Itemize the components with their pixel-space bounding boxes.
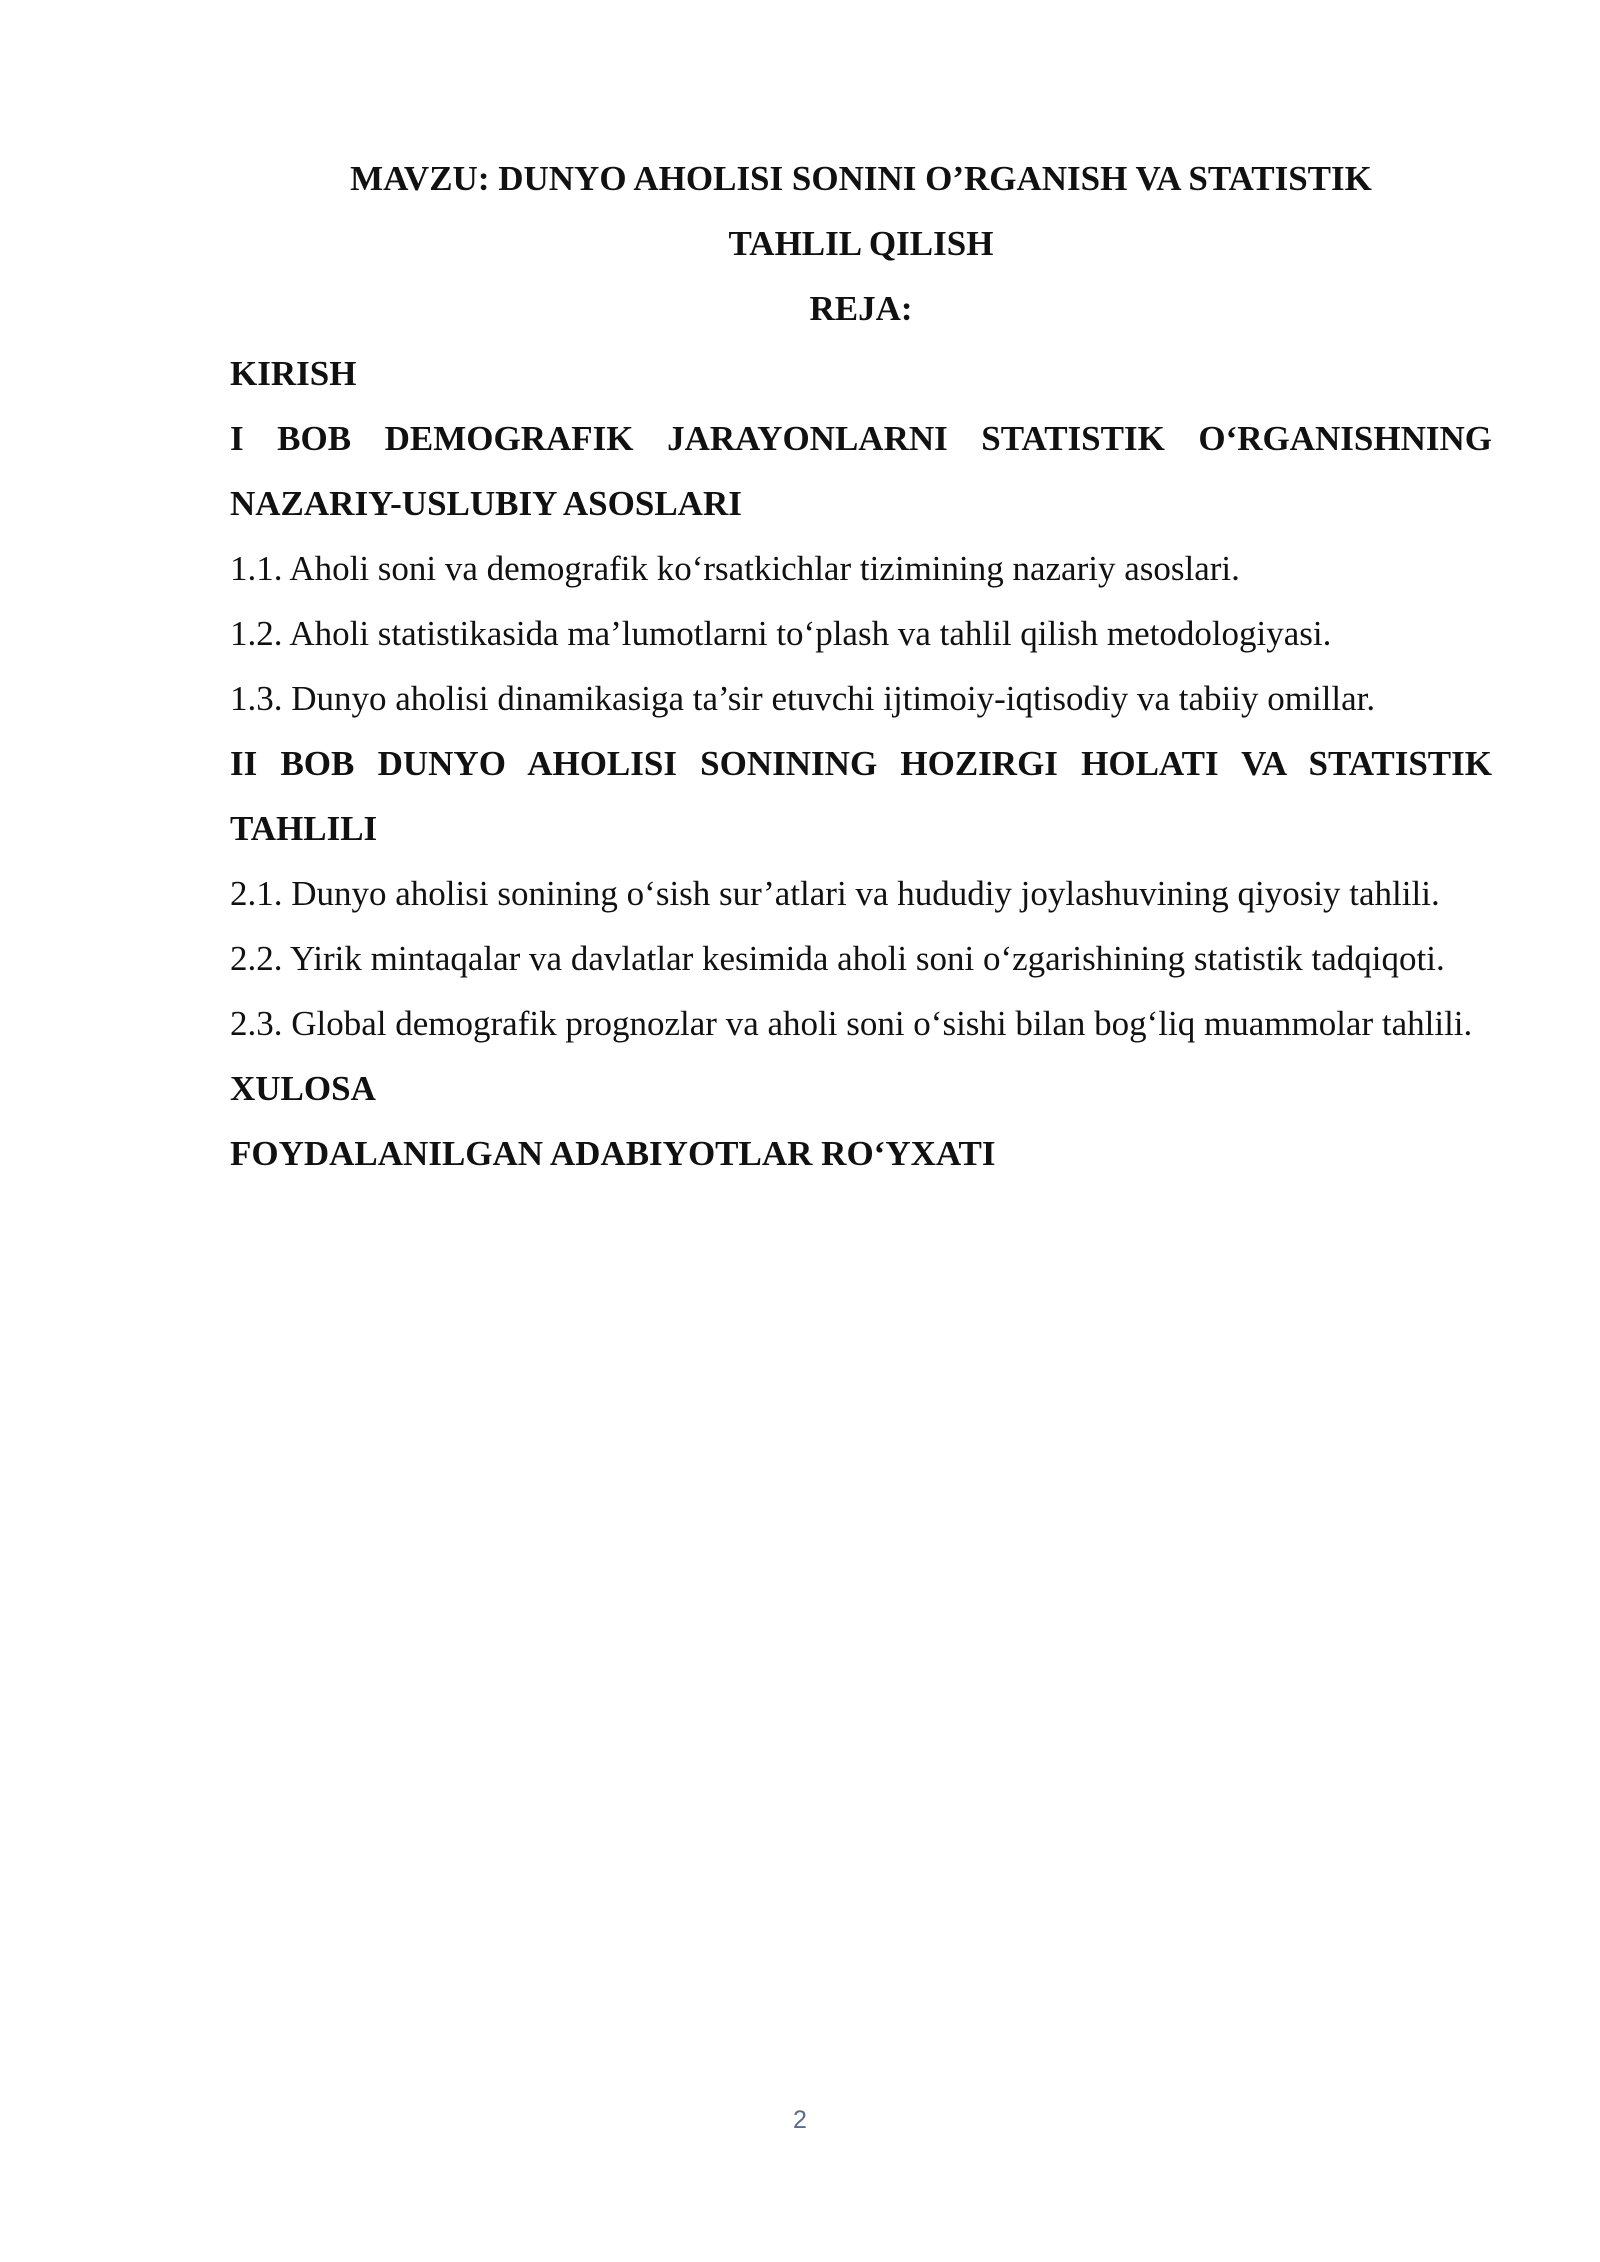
document-title-line-1: MAVZU: DUNYO AHOLISI SONINI O’RGANISH VA STATISTIK — [350, 159, 1372, 198]
toc-entry-section-2-2: 2.2. Yirik mintaqalar va davlatlar kesimida aholi soni o‘zgarishining statistik tadqiqoti. — [230, 939, 1445, 978]
toc-entry-section-2-1: 2.1. Dunyo aholisi sonining o‘sish sur’atlari va hududiy joylashuvining qiyosiy tahlili. — [230, 874, 1440, 913]
toc-entry-conclusion: XULOSA — [230, 1069, 376, 1108]
table-of-contents — [230, 341, 1492, 1186]
page-number: 2 — [793, 2106, 807, 2134]
toc-entry-introduction: KIRISH — [230, 354, 357, 393]
toc-entry-references: FOYDALANILGAN ADABIYOTLAR RO‘YXATI — [230, 1134, 996, 1173]
toc-entry-section-1-1: 1.1. Aholi soni va demografik ko‘rsatkichlar tizimining nazariy asoslari. — [230, 549, 1240, 588]
toc-entry-chapter-2: II BOB DUNYO AHOLISI SONINING HOZIRGI HOLATI VA STATISTIK TAHLILI — [230, 744, 1492, 848]
document-page — [230, 146, 1492, 1186]
toc-entry-section-1-3: 1.3. Dunyo aholisi dinamikasiga ta’sir etuvchi ijtimoiy-iqtisodiy va tabiiy omillar. — [230, 679, 1376, 718]
toc-entry-section-2-3: 2.3. Global demografik prognozlar va aholi soni o‘sishi bilan bog‘liq muammolar tahlili. — [230, 1004, 1473, 1043]
toc-entry-section-1-2: 1.2. Aholi statistikasida ma’lumotlarni to‘plash va tahlil qilish metodologiyasi. — [230, 614, 1332, 653]
plan-heading: REJA: — [809, 289, 913, 328]
document-title-line-2: TAHLIL QILISH — [728, 224, 994, 263]
toc-entry-chapter-1: I BOB DEMOGRAFIK JARAYONLARNI STATISTIK O‘RGANISHNING NAZARIY-USLUBIY ASOSLARI — [230, 419, 1492, 523]
